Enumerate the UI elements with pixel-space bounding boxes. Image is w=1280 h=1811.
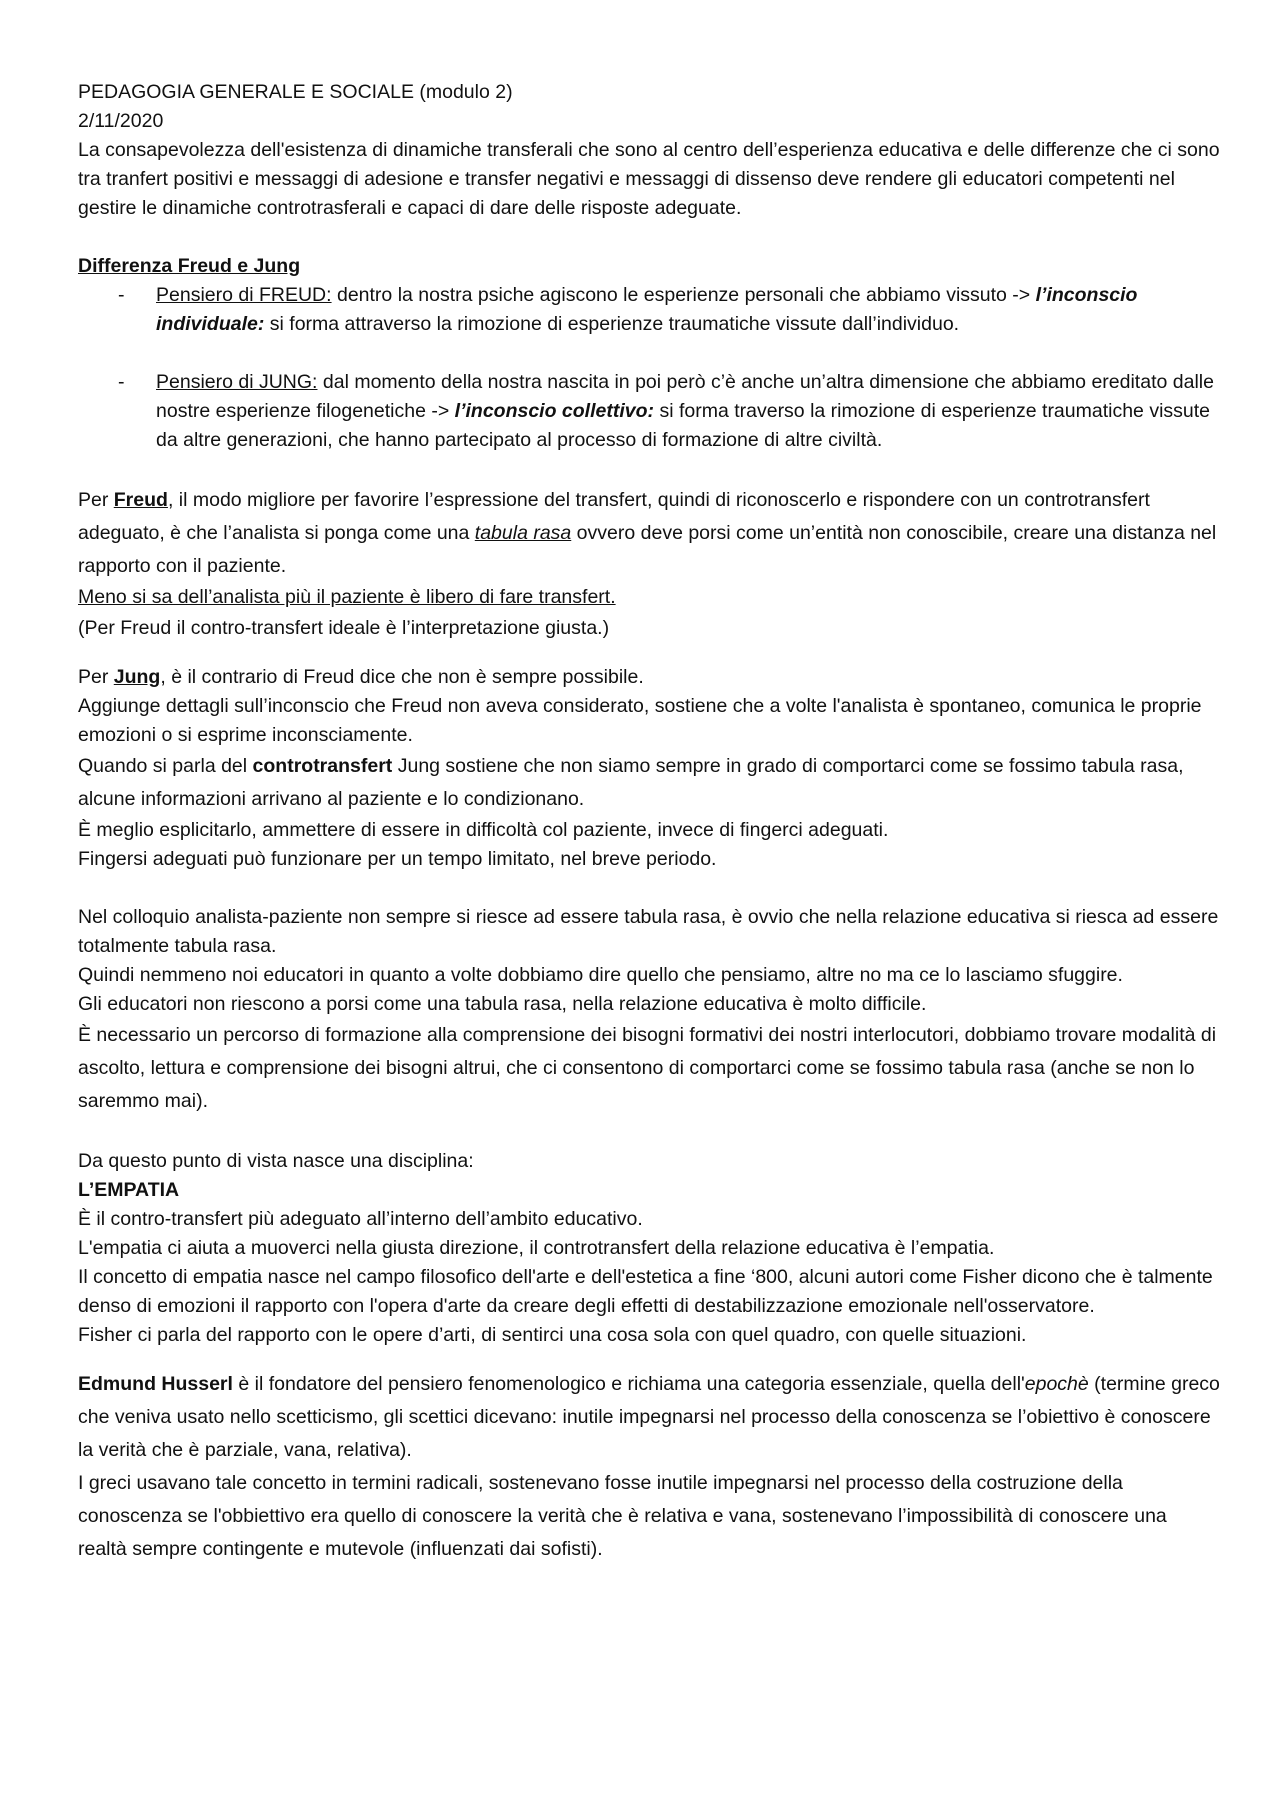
husserl-name: Edmund Husserl — [78, 1373, 233, 1395]
freud-note: (Per Freud il contro-transfert ideale è l’interpretazione giusta.) — [78, 617, 610, 639]
list-dash: - — [118, 284, 125, 306]
husserl-paragraph — [78, 1368, 1220, 1467]
jung-name: Jung — [113, 666, 161, 688]
document-title: PEDAGOGIA GENERALE E SOCIALE (modulo 2) — [78, 81, 513, 103]
empatia-line-3: Il concetto di empatia nasce nel campo filosofico dell'arte e dell'estetica a fine ‘800, alcuni autori come Fisher dicono che è talmente denso di emozioni il rapporto con l'opera d'arte da creare degli effetti di destabilizzazione emozionale nell'osservatore. — [78, 1266, 1213, 1317]
intro-paragraph: La consapevolezza dell'esistenza di dinamiche transferali che sono al centro dell’esperienza educativa e delle differenze che ci sono tra tranfert positivi e messaggi di adesione e transfer negativi e messaggi di dissenso deve rendere gli educatori competenti nel gestire le dinamiche controtrasferali e capaci di dare delle risposte adeguate. — [78, 139, 1220, 219]
jung-label: Pensiero di JUNG: — [156, 371, 318, 393]
jung-line-5: Fingersi adeguati può funzionare per un tempo limitato, nel breve periodo. — [78, 848, 717, 870]
freud-name: Freud — [113, 489, 168, 511]
jung-line-1: , è il contrario di Freud dice che non è sempre possibile. — [160, 666, 644, 688]
list-item-jung — [78, 368, 1220, 455]
empatia-heading: L’EMPATIA — [78, 1179, 180, 1201]
epoche-term: epochè — [1024, 1373, 1089, 1395]
list-dash: - — [118, 371, 125, 393]
jung-par-prefix: Per — [78, 666, 114, 688]
empatia-intro: Da questo punto di vista nasce una disciplina: — [78, 1150, 474, 1172]
tabula-rasa-term: tabula rasa — [474, 522, 572, 544]
list-item-freud — [78, 281, 1220, 339]
empatia-line-4: Fisher ci parla del rapporto con le opere d’arti, di sentirci una cosa sola con quel quadro, con quelle situazioni. — [78, 1324, 1027, 1346]
controtransfert-term: controtransfert — [252, 755, 393, 777]
jung-line-2: Aggiunge dettagli sull’inconscio che Freud non aveva considerato, sostiene che a volte l'analista è spontaneo, comunica le proprie emozioni o si esprime inconsciamente. — [78, 695, 1202, 746]
freud-par-prefix: Per — [78, 489, 114, 511]
jung-text-end: si forma traverso la rimozione di esperienze traumatiche vissute da altre generazioni, che hanno partecipato al processo di formazione di altre civiltà. — [156, 400, 1211, 451]
document-date: 2/11/2020 — [78, 110, 164, 132]
husserl-text: è il fondatore del pensiero fenomenologico e richiama una categoria essenziale, quella dell' — [232, 1373, 1025, 1395]
colloquio-line-2: Quindi nemmeno noi educatori in quanto a volte dobbiamo dire quello che pensiamo, altre no ma ce lo lasciamo sfuggire. — [78, 964, 1123, 986]
jung-line-3-end: Jung sostiene che non siamo sempre in grado di comportarci come se fossimo tabula rasa, alcune informazioni arrivano al paziente e lo condizionano. — [78, 755, 1184, 810]
freud-term: l’inconscio individuale: — [156, 284, 1138, 335]
freud-text: dentro la nostra psiche agiscono le esperienze personali che abbiamo vissuto -> — [331, 284, 1036, 306]
jung-term: l’inconscio collettivo: — [454, 400, 655, 422]
freud-underlined-statement: Meno si sa dell’analista più il paziente è libero di fare transfert. — [78, 586, 616, 608]
jung-paragraph — [78, 663, 1220, 692]
list-spacer — [78, 339, 1220, 368]
freud-par-text-end: ovvero deve porsi come un’entità non conoscibile, creare una distanza nel rapporto con il paziente. — [78, 522, 1217, 577]
jung-line-3-start: Quando si parla del — [78, 755, 253, 777]
colloquio-line-3: Gli educatori non riescono a porsi come una tabula rasa, nella relazione educativa è molto difficile. — [78, 993, 927, 1015]
freud-text-end: si forma attraverso la rimozione di esperienze traumatiche vissute dall’individuo. — [264, 313, 960, 335]
jung-line-4: È meglio esplicitarlo, ammettere di essere in difficoltà col paziente, invece di fingerci adeguati. — [78, 819, 889, 841]
jung-line-3 — [78, 750, 1220, 816]
husserl-text-end: (termine greco che veniva usato nello scetticismo, gli scettici dicevano: inutile impegnarsi nel processo della conoscenza se l’obiettivo è conoscere la verità che è parziale, vana, relativa). — [78, 1373, 1220, 1461]
section-heading: Differenza Freud e Jung — [78, 255, 301, 277]
empatia-line-1: È il contro-transfert più adeguato all’interno dell’ambito educativo. — [78, 1208, 643, 1230]
colloquio-line-1: Nel colloquio analista-paziente non sempre si riesce ad essere tabula rasa, è ovvio che nella relazione educativa si riesca ad essere totalmente tabula rasa. — [78, 906, 1219, 957]
freud-paragraph — [78, 484, 1220, 583]
husserl-line-2: I greci usavano tale concetto in termini radicali, sostenevano fosse inutile impegnarsi nel processo della costruzione della conoscenza se l'obbiettivo era quello di conoscere la verità che è relativa e vana, sostenevano l’impossibilità di conoscere una realtà sempre contingente e mutevole (influenzati dai sofisti). — [78, 1472, 1167, 1560]
jung-text: dal momento della nostra nascita in poi però c’è anche un’altra dimensione che abbiamo ereditato dalle nostre esperienze filogenetiche -> — [156, 371, 1214, 422]
comparison-list — [78, 281, 1220, 455]
empatia-line-2: L'empatia ci aiuta a muoverci nella giusta direzione, il controtransfert della relazione educativa è l’empatia. — [78, 1237, 995, 1259]
colloquio-line-4: È necessario un percorso di formazione alla comprensione dei bisogni formativi dei nostri interlocutori, dobbiamo trovare modalità di ascolto, lettura e comprensione dei bisogni altrui, che ci consentono di comportarci come se fossimo tabula rasa (anche se non lo saremmo mai). — [78, 1024, 1217, 1112]
freud-par-text: , il modo migliore per favorire l’espressione del transfert, quindi di riconoscerlo e rispondere con un controtransfert adeguato, è che l’analista si ponga come una — [78, 489, 1150, 544]
freud-label: Pensiero di FREUD: — [156, 284, 332, 306]
